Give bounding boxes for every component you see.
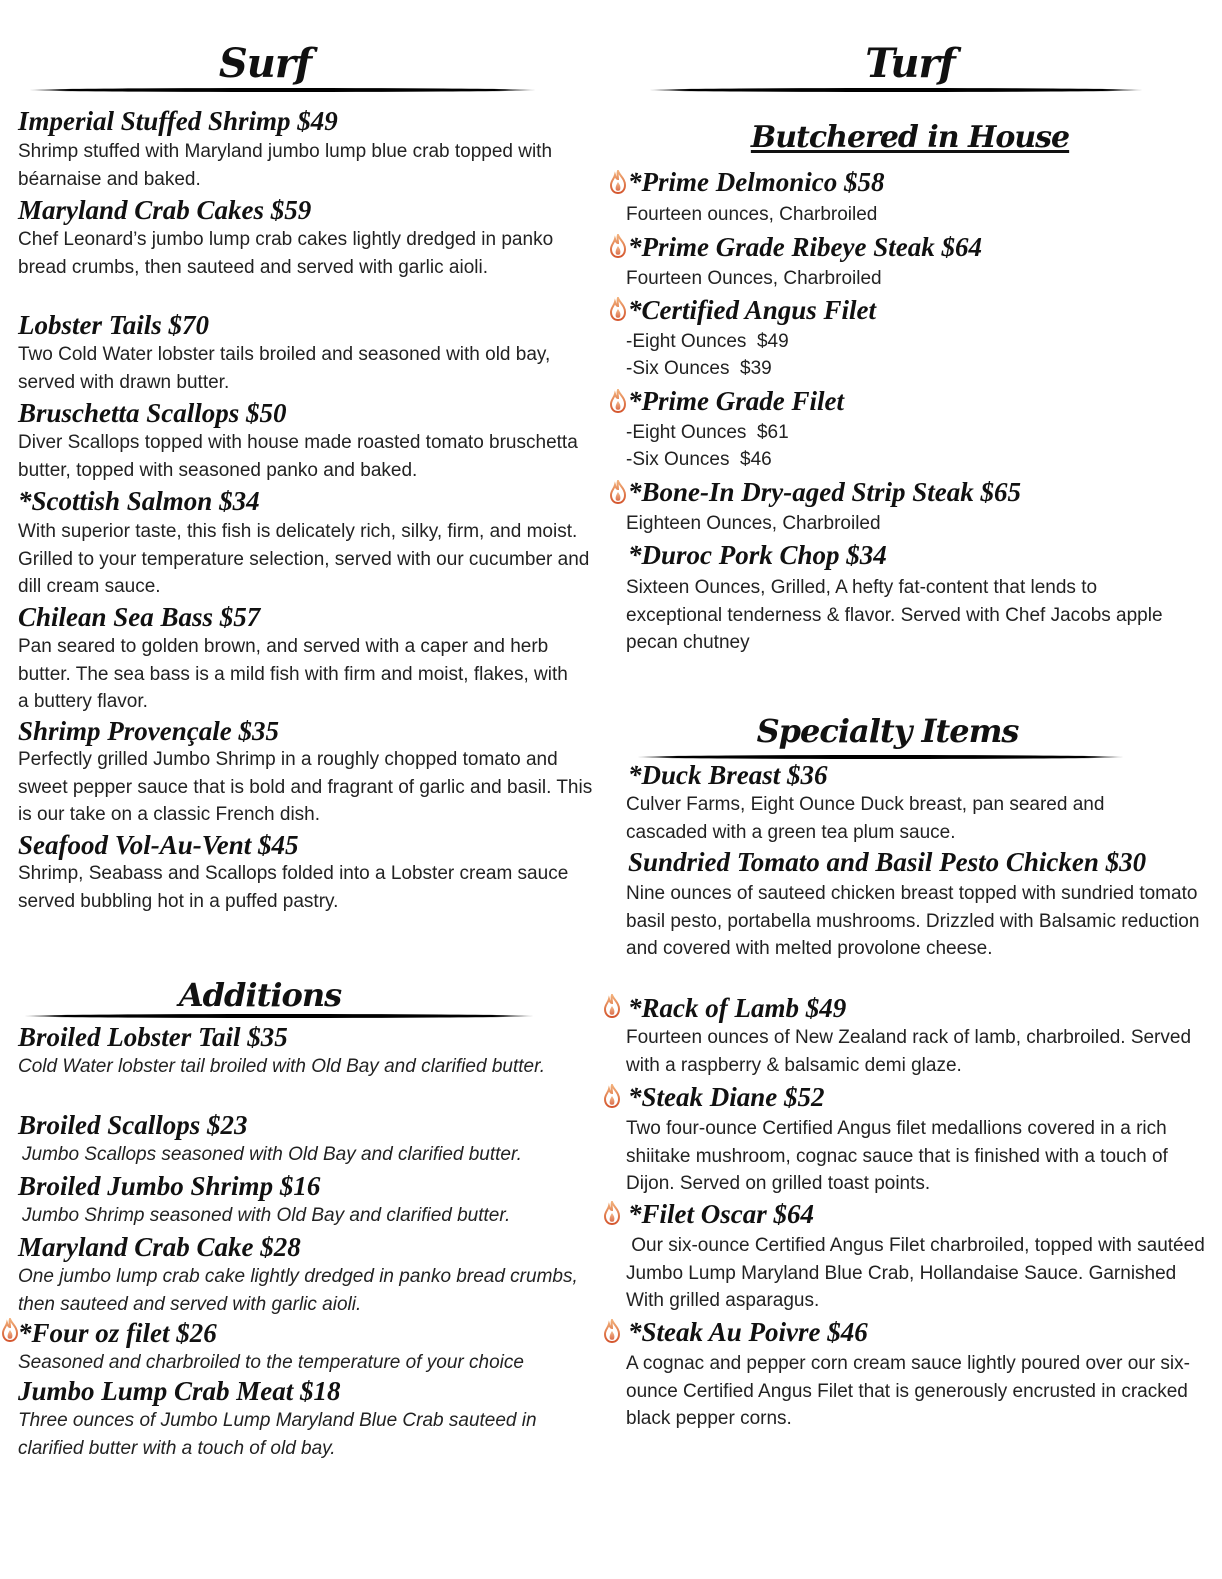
- menu-item-description: Jumbo Shrimp seasoned with Old Bay and clarified butter.: [22, 1205, 511, 1226]
- menu-item-title: *Prime Grade Ribeye Steak $64: [628, 232, 982, 262]
- menu-item-description: Fourteen Ounces, Charbroiled: [626, 268, 882, 289]
- menu-item-description: Seasoned and charbroiled to the temperature of your choice: [18, 1352, 524, 1373]
- flame-icon: [608, 297, 628, 321]
- menu-item-description: One jumbo lump crab cake lightly dredged in panko bread crumbs, then sauteed and served with garlic aioli.: [18, 1266, 578, 1315]
- menu-item-description: Fourteen ounces, Charbroiled: [626, 204, 878, 225]
- menu-item-description: Shrimp stuffed with Maryland jumbo lump blue crab topped with béarnaise and baked.: [18, 141, 553, 190]
- menu-item-description: Culver Farms, Eight Ounce Duck breast, pan seared and cascaded with a green tea plum sauce.: [626, 794, 1105, 843]
- menu-item-description: Chef Leonard’s jumbo lump crab cakes lightly dredged in panko bread crumbs, then sauteed and served with garlic aioli.: [18, 229, 554, 278]
- menu-item-title: Lobster Tails $70: [18, 310, 210, 340]
- menu-item-title: Seafood Vol-Au-Vent $45: [18, 830, 299, 860]
- menu-option: -Six Ounces $39: [626, 358, 772, 379]
- menu-item-description: Fourteen ounces of New Zealand rack of lamb, charbroiled. Served with a raspberry & balsamic demi glaze.: [626, 1027, 1192, 1076]
- section-heading-additions: Additions: [178, 976, 342, 1014]
- menu-item-description: Two Cold Water lobster tails broiled and seasoned with old bay, served with drawn butter.: [18, 344, 551, 393]
- menu-item-title: *Bone-In Dry-aged Strip Steak $65: [628, 477, 1022, 507]
- menu-item-title: *Prime Grade Filet: [628, 386, 844, 416]
- section-subheading-butchered: Butchered in House: [750, 120, 1070, 155]
- menu-item-description: Our six-ounce Certified Angus Filet charbroiled, topped with sautéed Jumbo Lump Maryland Blue Crab, Hollandaise Sauce. Garnished With grilled asparagus.: [626, 1235, 1211, 1311]
- menu-item-description: Perfectly grilled Jumbo Shrimp in a roughly chopped tomato and sweet pepper sauce that is bold and fragrant of garlic and basil. This is our take on a classic French dish.: [18, 749, 593, 825]
- menu-item-description: Sixteen Ounces, Grilled, A hefty fat-content that lends to exceptional tenderness & flavor. Served with Chef Jacobs apple pecan chutney: [626, 577, 1163, 653]
- flame-icon: [602, 994, 622, 1018]
- flame-icon: [608, 389, 628, 413]
- menu-option: -Eight Ounces $49: [626, 331, 789, 352]
- menu-item-title: *Rack of Lamb $49: [628, 993, 847, 1023]
- section-heading-surf: Surf: [218, 40, 312, 87]
- section-heading-turf: Turf: [865, 40, 955, 87]
- menu-item-description: Diver Scallops topped with house made roasted tomato bruschetta butter, topped with seasoned panko and baked.: [18, 432, 578, 481]
- menu-item-description: Shrimp, Seabass and Scallops folded into a Lobster cream sauce served bubbling hot in a puffed pastry.: [18, 863, 569, 912]
- flame-icon: [602, 1319, 622, 1343]
- flame-icon: [608, 170, 628, 194]
- flame-icon: [0, 1318, 20, 1342]
- divider: [25, 1014, 533, 1018]
- menu-item-description: A cognac and pepper corn cream sauce lightly poured over our six-ounce Certified Angus Filet that is generously encrusted in cracked black pepper corns.: [626, 1353, 1190, 1429]
- flame-icon: [608, 234, 628, 258]
- menu-item-title: *Duroc Pork Chop $34: [628, 540, 887, 570]
- menu-item-description: Two four-ounce Certified Angus filet medallions covered in a rich shiitake mushroom, cognac sauce that is finished with a touch of Dijon. Served on grilled toast points.: [626, 1118, 1168, 1194]
- menu-item-title: *Steak Diane $52: [628, 1082, 825, 1112]
- menu-item-title: Bruschetta Scallops $50: [18, 398, 287, 428]
- menu-item-title: Maryland Crab Cake $28: [18, 1232, 301, 1262]
- menu-item-title: *Duck Breast $36: [628, 760, 828, 790]
- menu-item-title: *Filet Oscar $64: [628, 1199, 814, 1229]
- menu-item-title: Shrimp Provençale $35: [18, 716, 279, 746]
- menu-item-description: Jumbo Scallops seasoned with Old Bay and clarified butter.: [22, 1144, 522, 1165]
- menu-item-title: Sundried Tomato and Basil Pesto Chicken $30: [628, 847, 1147, 877]
- menu-item-title: *Certified Angus Filet: [628, 295, 877, 325]
- divider: [650, 88, 1142, 92]
- menu-option: -Six Ounces $46: [626, 449, 772, 470]
- divider: [638, 755, 1123, 759]
- menu-item-title: *Prime Delmonico $58: [628, 167, 885, 197]
- menu-item-description: Nine ounces of sauteed chicken breast topped with sundried tomato basil pesto, portabella mushrooms. Drizzled with Balsamic reduction and covered with melted provolone cheese.: [626, 883, 1200, 959]
- menu-item-title: Maryland Crab Cakes $59: [18, 195, 312, 225]
- flame-icon: [602, 1084, 622, 1108]
- menu-item-title: Broiled Lobster Tail $35: [18, 1022, 288, 1052]
- flame-icon: [608, 480, 628, 504]
- divider: [30, 88, 535, 92]
- menu-item-description: Cold Water lobster tail broiled with Old Bay and clarified butter.: [18, 1056, 545, 1077]
- menu-item-title: Jumbo Lump Crab Meat $18: [18, 1376, 341, 1406]
- menu-item-title: *Steak Au Poivre $46: [628, 1317, 868, 1347]
- menu-item-title: *Four oz filet $26: [18, 1318, 217, 1348]
- menu-item-description: With superior taste, this fish is delicately rich, silky, firm, and moist. Grilled to your temperature selection, served with our cucumber and dill cream sauce.: [18, 521, 590, 597]
- flame-icon: [602, 1201, 622, 1225]
- menu-item-title: Imperial Stuffed Shrimp $49: [18, 106, 338, 136]
- menu-item-description: Eighteen Ounces, Charbroiled: [626, 513, 881, 534]
- menu-option: -Eight Ounces $61: [626, 422, 789, 443]
- menu-item-description: Pan seared to golden brown, and served with a caper and herb butter. The sea bass is a mild fish with firm and moist, flakes, with a buttery flavor.: [18, 636, 568, 712]
- section-heading-specialty: Specialty Items: [756, 712, 1019, 750]
- menu-item-description: Three ounces of Jumbo Lump Maryland Blue Crab sauteed in clarified butter with a touch of old bay.: [18, 1410, 537, 1459]
- menu-item-title: Broiled Jumbo Shrimp $16: [18, 1171, 321, 1201]
- menu-item-title: Broiled Scallops $23: [18, 1110, 248, 1140]
- menu-item-title: *Scottish Salmon $34: [18, 486, 260, 516]
- menu-item-title: Chilean Sea Bass $57: [18, 602, 261, 632]
